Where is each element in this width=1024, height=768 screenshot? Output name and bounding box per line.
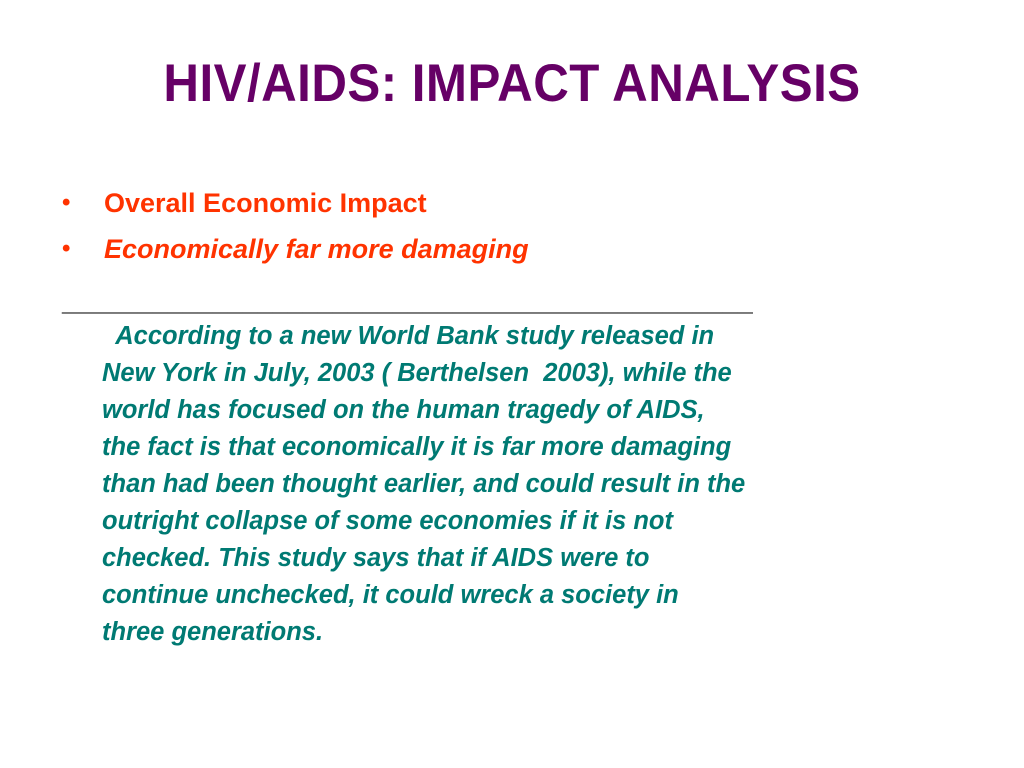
bullet-text: Economically far more damaging [104,234,529,264]
body-line: According to a new World Bank study released in [102,322,715,350]
body-line: outright collapse of some economies if it is not [102,507,673,535]
bullet-marker: • [62,235,71,262]
body-line: three generations. [102,618,324,646]
body-paragraph [102,318,982,651]
body-line: checked. This study says that if AIDS were to [102,544,650,572]
body-line: the fact is that economically it is far more damaging [102,433,732,461]
body-line: continue unchecked, it could wreck a society in [102,581,679,609]
bullet-text: Overall Economic Impact [104,188,427,218]
body-line: New York in July, 2003 ( Berthelsen 2003), while the [102,359,732,387]
underscore-divider: ______________________________________________ [62,286,753,316]
body-line: world has focused on the human tragedy of AIDS, [102,396,705,424]
bullet-marker: • [62,189,71,216]
body-line: than had been thought earlier, and could result in the [102,470,746,498]
slide-title: HIV/AIDS: IMPACT ANALYSIS [163,54,861,113]
